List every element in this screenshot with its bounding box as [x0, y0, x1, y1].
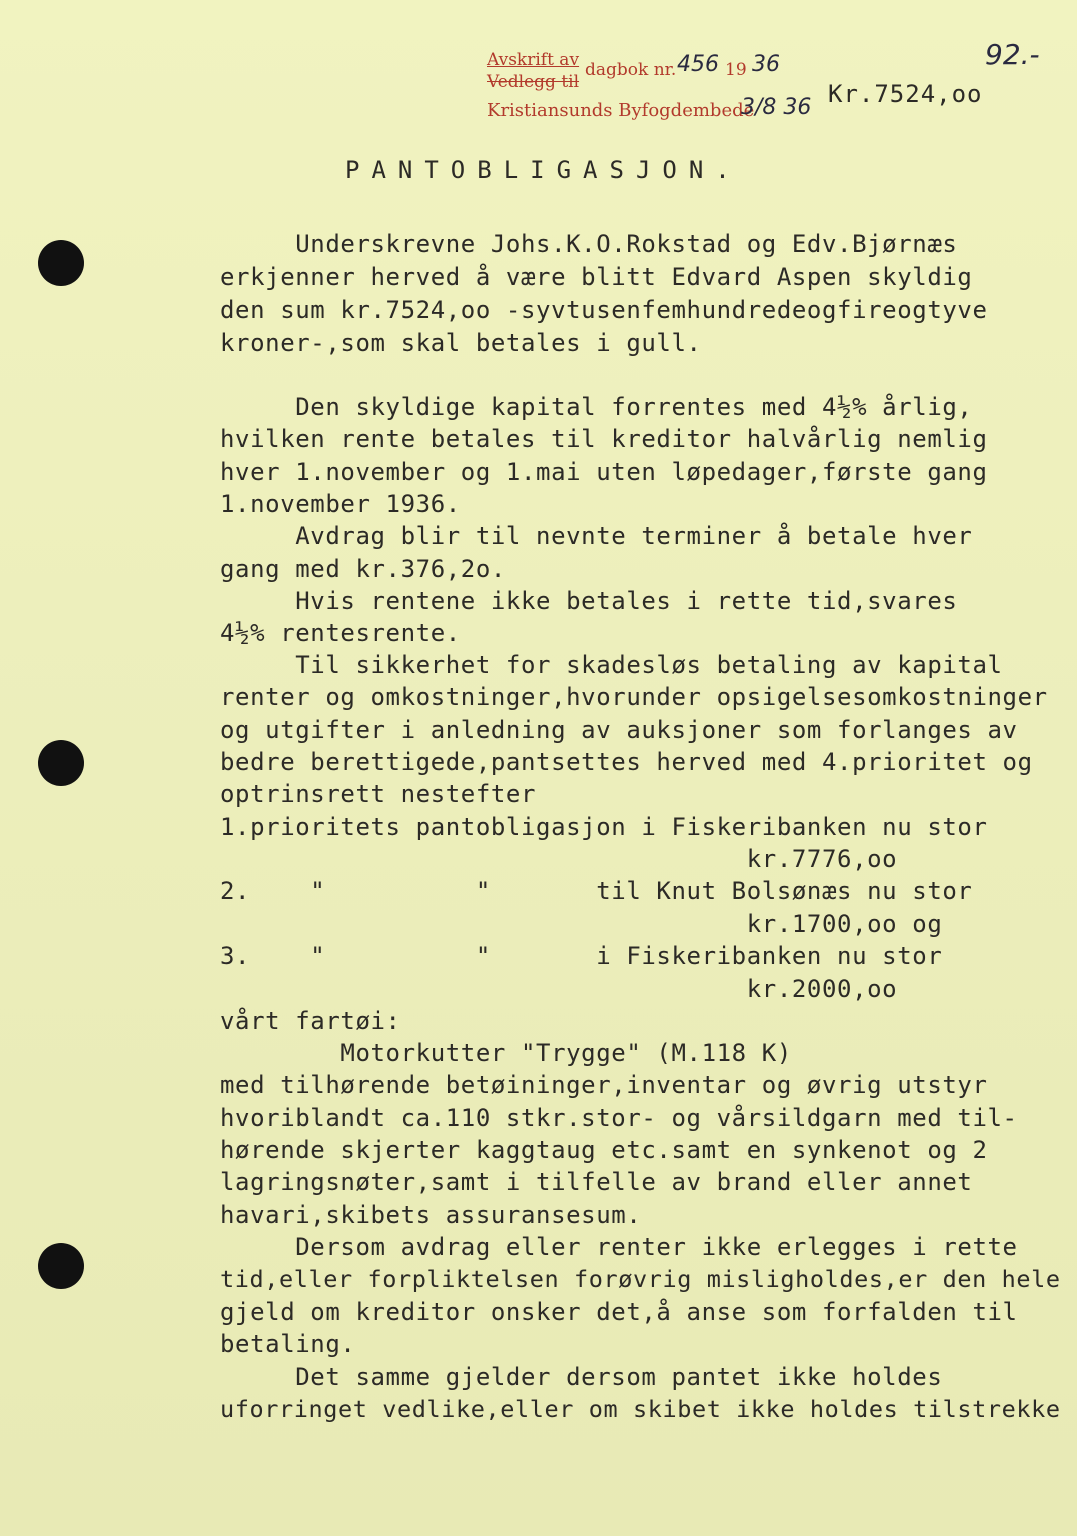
text-line: den sum kr.7524,oo -syvtusenfemhundredeogfireogtyve — [220, 296, 988, 324]
text-line: 2. " " til Knut Bolsønæs nu stor — [220, 877, 973, 905]
text-line: Hvis rentene ikke betales i rette tid,svares — [220, 587, 958, 615]
text-line: kr.1700,oo og — [220, 910, 943, 938]
year-prefix: 19 — [725, 60, 747, 80]
dagbok-number: 456 — [677, 52, 719, 77]
punch-hole — [38, 1243, 84, 1289]
text-line: havari,skibets assuransesum. — [220, 1201, 642, 1229]
text-line: hvoriblandt ca.110 stkr.stor- og vårsildgarn med til- — [220, 1104, 1018, 1132]
text-line: Underskrevne Johs.K.O.Rokstad og Edv.Bjørnæs — [220, 230, 958, 258]
text-line: hvilken rente betales til kreditor halvårlig nemlig — [220, 425, 988, 453]
text-line: gang med kr.376,2o. — [220, 555, 506, 583]
stamp-dagbok: dagbok nr. — [585, 60, 677, 80]
text-line: kroner-,som skal betales i gull. — [220, 329, 702, 357]
text-line: bedre berettigede,pantsettes herved med 4.prioritet og — [220, 748, 1033, 776]
text-line: uforringet vedlike,eller om skibet ikke holdes tilstrekke — [220, 1395, 1061, 1423]
text-line: Dersom avdrag eller renter ikke erlegges i rette — [220, 1233, 1018, 1261]
text-line: renter og omkostninger,hvorunder opsigelsesomkostninger — [220, 683, 1048, 711]
stamp-office: Kristiansunds Byfogdembede — [487, 100, 755, 121]
year-suffix: 36 — [752, 52, 780, 77]
text-line: lagringsnøter,samt i tilfelle av brand eller annet — [220, 1168, 973, 1196]
text-line: Avdrag blir til nevnte terminer å betale hver — [220, 522, 973, 550]
amount-header: Kr.7524,oo — [828, 80, 983, 108]
text-line: optrinsrett nestefter — [220, 780, 537, 808]
text-line: Til sikkerhet for skadesløs betaling av kapital — [220, 651, 1003, 679]
text-line: 1.november 1936. — [220, 490, 461, 518]
text-line: hørende skjerter kaggtaug etc.samt en synkenot og 2 — [220, 1136, 988, 1164]
text-line: hver 1.november og 1.mai uten løpedager,første gang — [220, 458, 988, 486]
text-line: Det samme gjelder dersom pantet ikke holdes — [220, 1363, 943, 1391]
text-line: og utgifter i anledning av auksjoner som forlanges av — [220, 716, 1018, 744]
text-line: vårt fartøi: — [220, 1007, 401, 1035]
stamp-vedlegg: Vedlegg til — [487, 72, 580, 92]
text-line: gjeld om kreditor onsker det,å anse som forfalden til — [220, 1298, 1018, 1326]
text-line: 1.prioritets pantobligasjon i Fiskeribanken nu stor — [220, 813, 988, 841]
text-line: Den skyldige kapital forrentes med 4½% årlig, — [220, 393, 973, 421]
date-handwritten: 3/8 36 — [741, 95, 812, 120]
document-title: PANTOBLIGASJON. — [345, 156, 742, 184]
punch-hole — [38, 240, 84, 286]
text-line: Motorkutter "Trygge" (M.118 K) — [220, 1039, 792, 1067]
text-line: 3. " " i Fiskeribanken nu stor — [220, 942, 943, 970]
page-number: 92.- — [985, 38, 1040, 71]
text-line: med tilhørende betøininger,inventar og øvrig utstyr — [220, 1071, 988, 1099]
text-line: erkjenner herved å være blitt Edvard Aspen skyldig — [220, 263, 973, 291]
text-line: kr.2000,oo — [220, 975, 898, 1003]
stamp-avskrift: Avskrift av — [487, 50, 580, 70]
text-line: kr.7776,oo — [220, 845, 898, 873]
text-line: betaling. — [220, 1330, 356, 1358]
text-line: 4½% rentesrente. — [220, 619, 461, 647]
punch-hole — [38, 740, 84, 786]
text-line: tid,eller forpliktelsen forøvrig misligholdes,er den hele — [220, 1265, 1061, 1293]
